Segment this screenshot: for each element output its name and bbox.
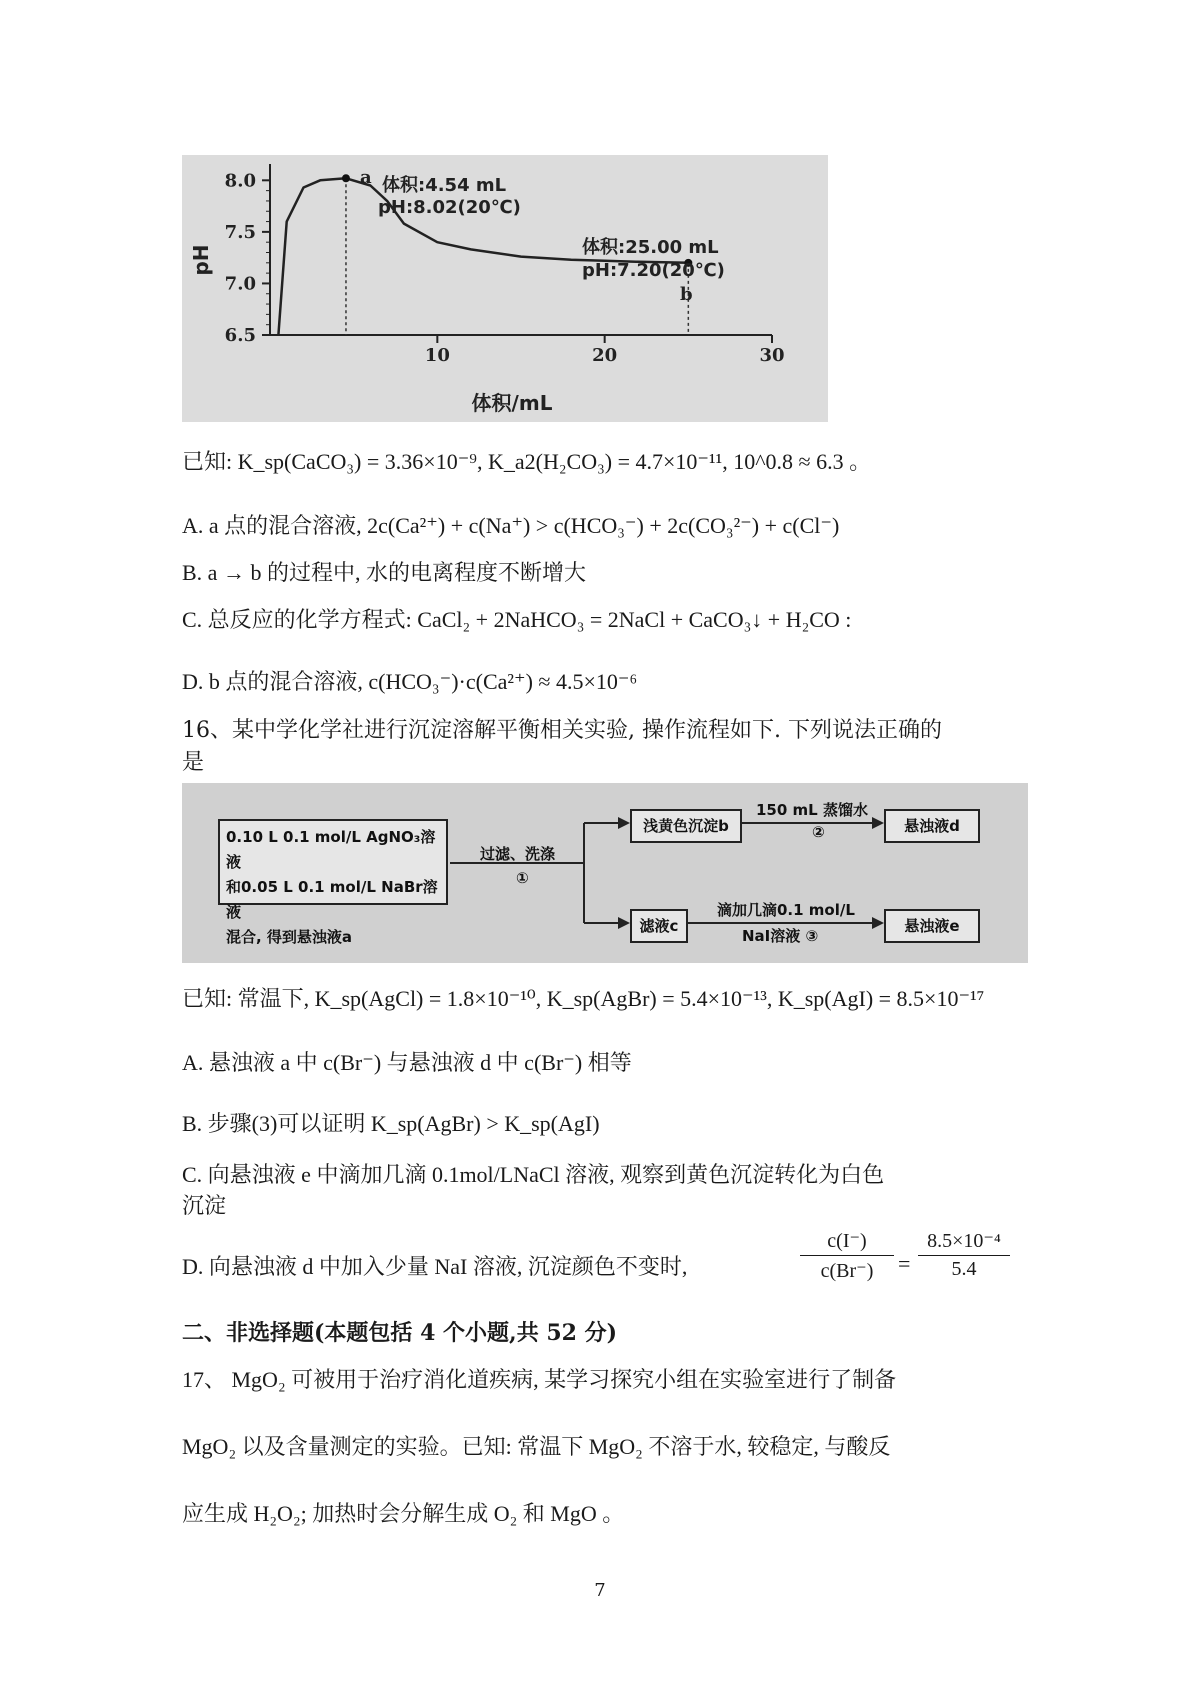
q16-option-c-line2: 沉淀 [182,1194,227,1219]
point-b-label: b [680,284,693,305]
q15-option-a: A. a 点的混合溶液, 2c(Ca²⁺) + c(Na⁺) > c(HCO₃⁻) + 2c(CO₃²⁻) + c(Cl⁻) [182,513,840,538]
section2-heading: 二、非选择题(本题包括 4 个小题,共 52 分) [182,1320,618,1346]
q16-option-d: D. 向悬浊液 d 中加入少量 NaI 溶液, 沉淀颜色不变时, [182,1254,688,1279]
point-b-volume: 体积:25.00 mL [582,237,719,258]
fraction-equals: = [898,1251,911,1276]
q15-option-c: C. 总反应的化学方程式: CaCl₂ + 2NaHCO₃ = 2NaCl + CaCO₃↓ + H₂CO : [182,607,852,632]
start-line1: 0.10 L 0.1 mol/L AgNO₃溶液 [226,828,436,871]
node-c: 滤液c [630,909,688,943]
q16-option-c-line1: C. 向悬浊液 e 中滴加几滴 0.1mol/LNaCl 溶液, 观察到黄色沉淀转化为白色 [182,1162,885,1187]
fraction-right-numerator: 8.5×10⁻⁴ [918,1228,1010,1256]
y-axis-title: pH [189,244,213,276]
fraction-right-denominator: 5.4 [951,1258,977,1280]
start-line2: 和0.05 L 0.1 mol/L NaBr溶液 [226,878,438,921]
q16-stem-line2: 是 [182,750,205,775]
x-tick-label: 10 [424,345,450,366]
q16-stem-line1: 16、某中学化学社进行沉淀溶解平衡相关实验, 操作流程如下. 下列说法正确的 [182,718,942,743]
point-a-ph: pH:8.02(20℃) [378,197,521,218]
experiment-flow-diagram [182,783,1028,963]
step3-label1: 滴加几滴0.1 mol/L [717,901,855,919]
start-line3: 混合, 得到悬浊液a [226,928,353,946]
q16-option-b: B. 步骤(3)可以证明 K_sp(AgBr) > K_sp(AgI) [182,1111,600,1136]
x-tick-label: 30 [759,345,785,366]
point-b-ph: pH:7.20(20℃) [582,260,725,281]
y-tick-label: 7.0 [224,273,256,295]
point-a-marker [342,174,350,182]
q16-option-a: A. 悬浊液 a 中 c(Br⁻) 与悬浊液 d 中 c(Br⁻) 相等 [182,1050,632,1075]
fraction-left-denominator: c(Br⁻) [820,1260,874,1282]
node-b: 浅黄色沉淀b [630,809,742,843]
point-a-volume: 体积:4.54 mL [382,175,507,196]
q17-line1: 17、 MgO₂ 可被用于治疗消化道疾病, 某学习探究小组在实验室进行了制备 [182,1367,897,1392]
page-number: 7 [594,1580,606,1601]
known-constants-2: 已知: 常温下, K_sp(AgCl) = 1.8×10⁻¹⁰, K_sp(AgBr) = 5.4×10⁻¹³, K_sp(AgI) = 8.5×10⁻¹⁷ [182,986,985,1011]
q17-line3: 应生成 H₂O₂; 加热时会分解生成 O₂ 和 MgO 。 [182,1501,625,1526]
q15-option-d: D. b 点的混合溶液, c(HCO₃⁻)·c(Ca²⁺) ≈ 4.5×10⁻⁶ [182,669,638,694]
point-a-label: a [360,167,372,188]
known-constants-1: 已知: K_sp(CaCO₃) = 3.36×10⁻⁹, K_a2(H₂CO₃) = 4.7×10⁻¹¹, 10^0.8 ≈ 6.3 。 [182,449,872,474]
y-tick-label: 8.0 [224,170,256,192]
fraction-right [918,1228,1010,1281]
fraction-left-numerator: c(I⁻) [800,1228,894,1256]
q17-line2: MgO₂ 以及含量测定的实验。已知: 常温下 MgO₂ 不溶于水, 较稳定, 与酸反 [182,1434,891,1459]
node-d: 悬浊液d [884,809,980,843]
titration-chart [182,155,828,422]
node-e: 悬浊液e [884,909,980,943]
step1-number: ① [516,869,529,887]
x-axis-title: 体积/mL [471,391,553,415]
step1-label: 过滤、洗涤 [480,845,556,863]
step2-label: 150 mL 蒸馏水 [756,801,868,819]
step3-label2: NaI溶液 ③ [742,927,819,945]
y-tick-label: 6.5 [224,325,256,346]
step2-number: ② [812,823,825,841]
q15-option-b: B. a → b 的过程中, 水的电离程度不断增大 [182,560,586,585]
fraction-left [800,1228,894,1283]
ph-volume-chart [182,155,828,422]
x-tick-label: 20 [592,345,618,366]
y-tick-label: 7.5 [224,221,256,243]
